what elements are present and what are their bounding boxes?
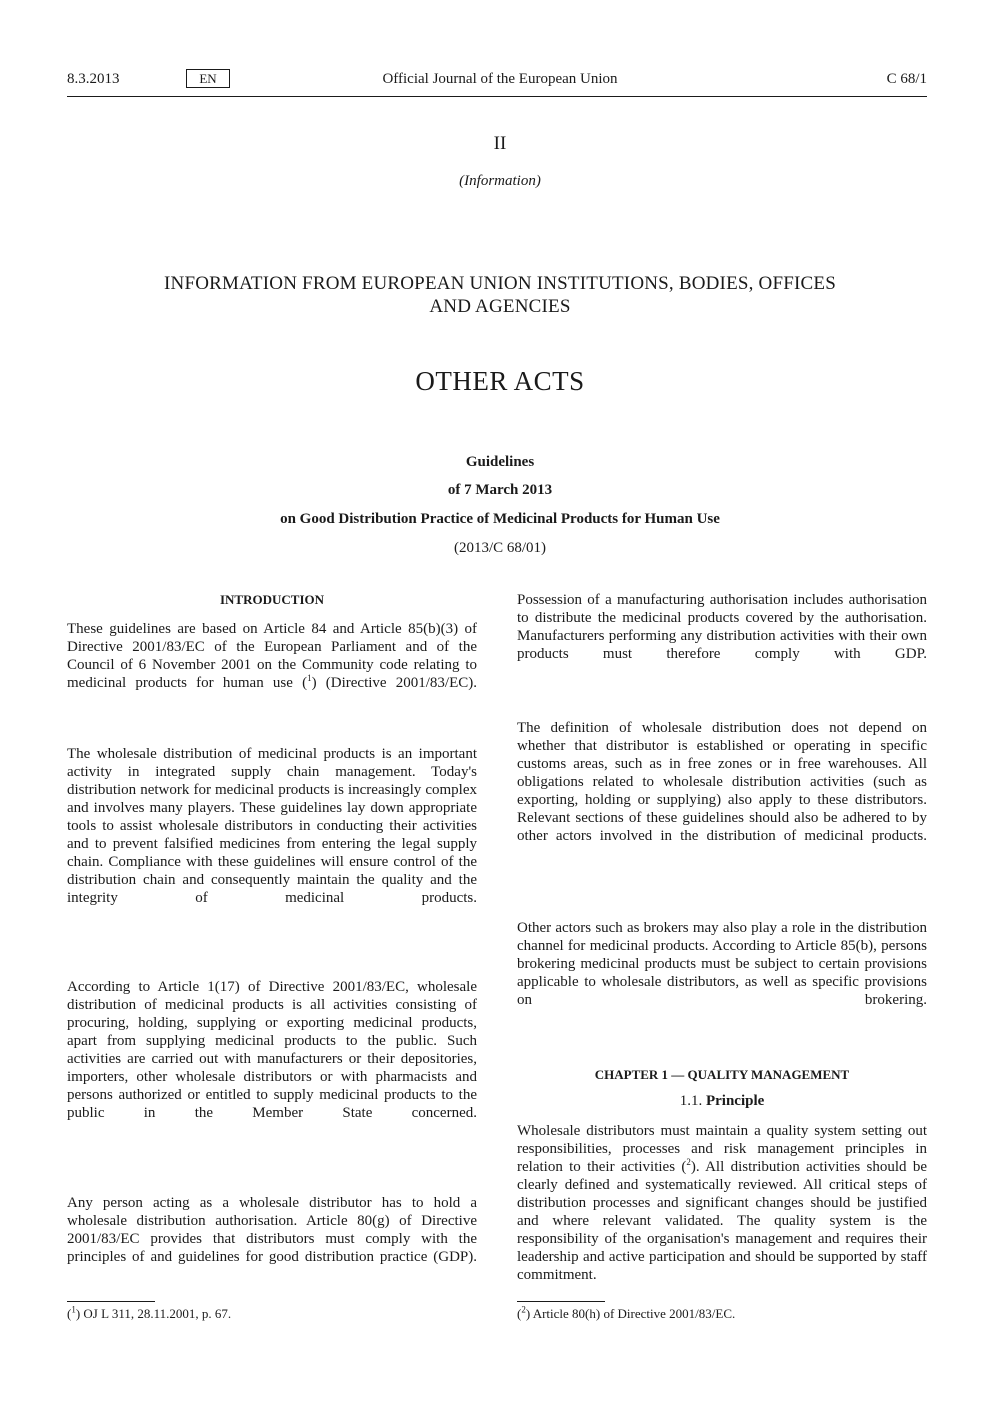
- language-badge: EN: [186, 69, 230, 88]
- footnote-2: ($^2$) Article 80(h) of Directive 2001/83/EC.: [517, 1304, 736, 1321]
- paragraph-text: These guidelines are based on Article 84 and Article 85(b)(3) of Directive 2001/83/EC of the European Parliament and of the Council of 6 November 2001 on the Community code relating to medicinal products for human use (: [67, 621, 477, 691]
- intro-heading: INTRODUCTION: [219, 592, 324, 607]
- journal-title: Official Journal of the European Union: [382, 71, 618, 87]
- section-heading: [517, 1093, 927, 1110]
- doc-date: of 7 March 2013: [447, 482, 553, 498]
- intro-paragraph-1: [67, 620, 477, 710]
- footnote-divider: [517, 1301, 605, 1302]
- footnote-ref[interactable]: 2: [686, 1157, 691, 1167]
- footnote-number: 1: [71, 1304, 76, 1315]
- principle-paragraph: [517, 1122, 927, 1302]
- institutions-heading: [0, 272, 1000, 318]
- institutions-heading-line1: INFORMATION FROM EUROPEAN UNION INSTITUTIONS, BODIES, OFFICES: [164, 273, 836, 294]
- paragraph-text: ). All distribution activities should be clearly defined and systematically reviewed. All critical steps of distribution processes and significant changes should be justified and where relevant validated. The quality system is the responsibility of the organisation's management and requires their leadership and active participation and should be supported by staff commitment.: [517, 1159, 927, 1283]
- intro-paragraph-3: According to Article 1(17) of Directive 2001/83/EC, wholesale distribution of medicinal products is all activities consisting of procuring, holding, supplying or exporting medicinal products, apart from supplying medicinal products to the public. Such activities are carried out with manufacturers or their depositories, importers, other wholesale distributors or with pharmacists and persons authorized or entitled to supply medicinal products to the public in the Member State concerned.: [67, 979, 477, 1121]
- part-subtitle: (Information): [459, 173, 541, 189]
- footnote-text: ) OJ L 311, 28.11.2001, p. 67.: [75, 1306, 232, 1321]
- section-title: Principle: [705, 1093, 765, 1109]
- doc-reference: (2013/C 68/01): [453, 540, 547, 556]
- footnote-number: 2: [521, 1304, 526, 1315]
- intro-paragraph-2: The wholesale distribution of medicinal products is an important activity in integrated supply chain management. Today's distribution network for medicinal products is increasingly complex and involves many players. These guidelines lay down appropriate tools to assist wholesale distributors in conducting their activities and to prevent falsified medicines from entering the legal supply chain. Compliance with these guidelines will ensure control of the distribution chain and consequently maintain the quality and the integrity of medicinal products.: [67, 746, 477, 906]
- footnote-divider: [67, 1301, 155, 1302]
- page-reference: C 68/1: [886, 71, 927, 87]
- right-paragraph-2: The definition of wholesale distribution does not depend on whether that distributor is established or operating in specific customs areas, such as in free zones or in free warehouses. All obligations related to wholesale distribution activities (such as exporting, holding or supplying) also apply to these distributors. Relevant sections of these guidelines should also be adhered to by other actors involved in the distribution of medicinal products.: [517, 720, 927, 844]
- acts-heading: OTHER ACTS: [415, 366, 585, 396]
- intro-paragraph-4: Any person acting as a wholesale distributor has to hold a wholesale distribution authorisation. Article 80(g) of Directive 2001/83/EC provides that distributors must comply with the principles of and guidelines for good distribution practice (GDP).: [67, 1195, 477, 1265]
- section-number: 1.1.: [679, 1093, 703, 1109]
- paragraph-text: Wholesale distributors must maintain a quality system setting out responsibilities, processes and risk management principles in relation to their activities (: [517, 1123, 927, 1175]
- footnote-1: ($^1$) OJ L 311, 28.11.2001, p. 67.: [67, 1304, 232, 1321]
- header-divider: [67, 96, 927, 97]
- doc-subject: on Good Distribution Practice of Medicinal Products for Human Use: [280, 511, 720, 527]
- header-date: 8.3.2013: [67, 71, 120, 87]
- footnote-ref[interactable]: 1: [307, 673, 312, 683]
- institutions-heading-line2: AND AGENCIES: [429, 296, 571, 317]
- doc-title: Guidelines: [465, 454, 535, 470]
- paragraph-text: ) (Directive 2001/83/EC).: [311, 675, 478, 691]
- right-paragraph-1: Possession of a manufacturing authorisation includes authorisation to distribute the medicinal products covered by the authorisation. Manufacturers performing any distribution activities with their own products must therefore comply with GDP.: [517, 592, 927, 662]
- footnote-text: ) Article 80(h) of Directive 2001/83/EC.: [525, 1306, 736, 1321]
- right-paragraph-3: Other actors such as brokers may also play a role in the distribution channel for medicinal products. According to Article 85(b), persons brokering medicinal products must be subject to certain provisions applicable to wholesale distributors, as well as specific provisions on brokering.: [517, 920, 927, 1008]
- part-number: II: [493, 133, 507, 154]
- chapter-heading: CHAPTER 1 — QUALITY MANAGEMENT: [594, 1067, 850, 1082]
